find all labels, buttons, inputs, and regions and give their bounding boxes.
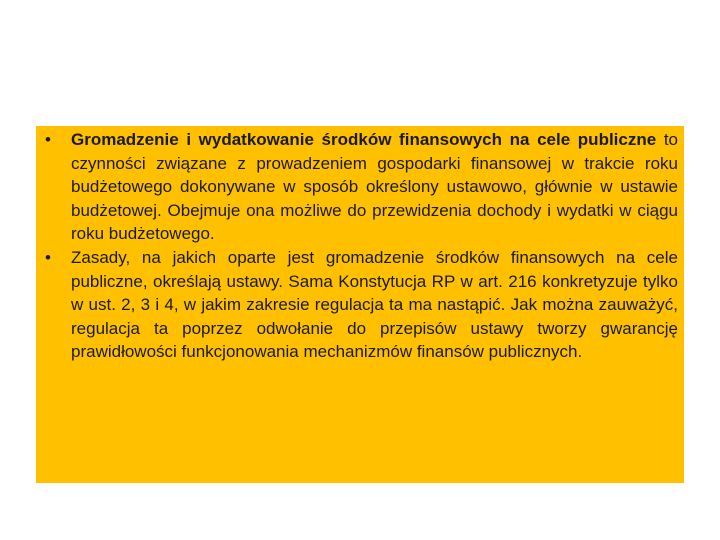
bullet-item-1 bbox=[36, 128, 678, 246]
bullet-marker: • bbox=[45, 247, 51, 267]
bullet-2-text: Zasady, na jakich oparte jest gromadzenie środków finansowych na cele publiczne, określają ustawy. Sama Konstytucja RP w art. 216 konkretyzuje tylko w ust. 2, 3 i 4, w jakim zakresie regulacja ta ma nastąpić. Jak można zauważyć, regulacja ta poprzez odwołanie do przepisów ustawy tworzy gwarancję prawidłowości funkcjonowania mechanizmów finansów publicznych. bbox=[71, 247, 678, 362]
bullet-1-bold-text: Gromadzenie i wydatkowanie środków finansowych na cele publiczne bbox=[71, 130, 657, 149]
bullet-list bbox=[36, 128, 678, 364]
content-box bbox=[36, 126, 684, 483]
bullet-item-2 bbox=[36, 246, 678, 364]
bullet-1-text: to czynności związane z prowadzeniem gospodarki finansowej w trakcie roku budżetowego dokonywane w sposób określony ustawowo, głównie w ustawie budżetowej. Obejmuje ona możliwe do przewidzenia dochody i wydatki w ciągu roku budżetowego. bbox=[71, 130, 679, 244]
bullet-marker: • bbox=[45, 130, 51, 149]
